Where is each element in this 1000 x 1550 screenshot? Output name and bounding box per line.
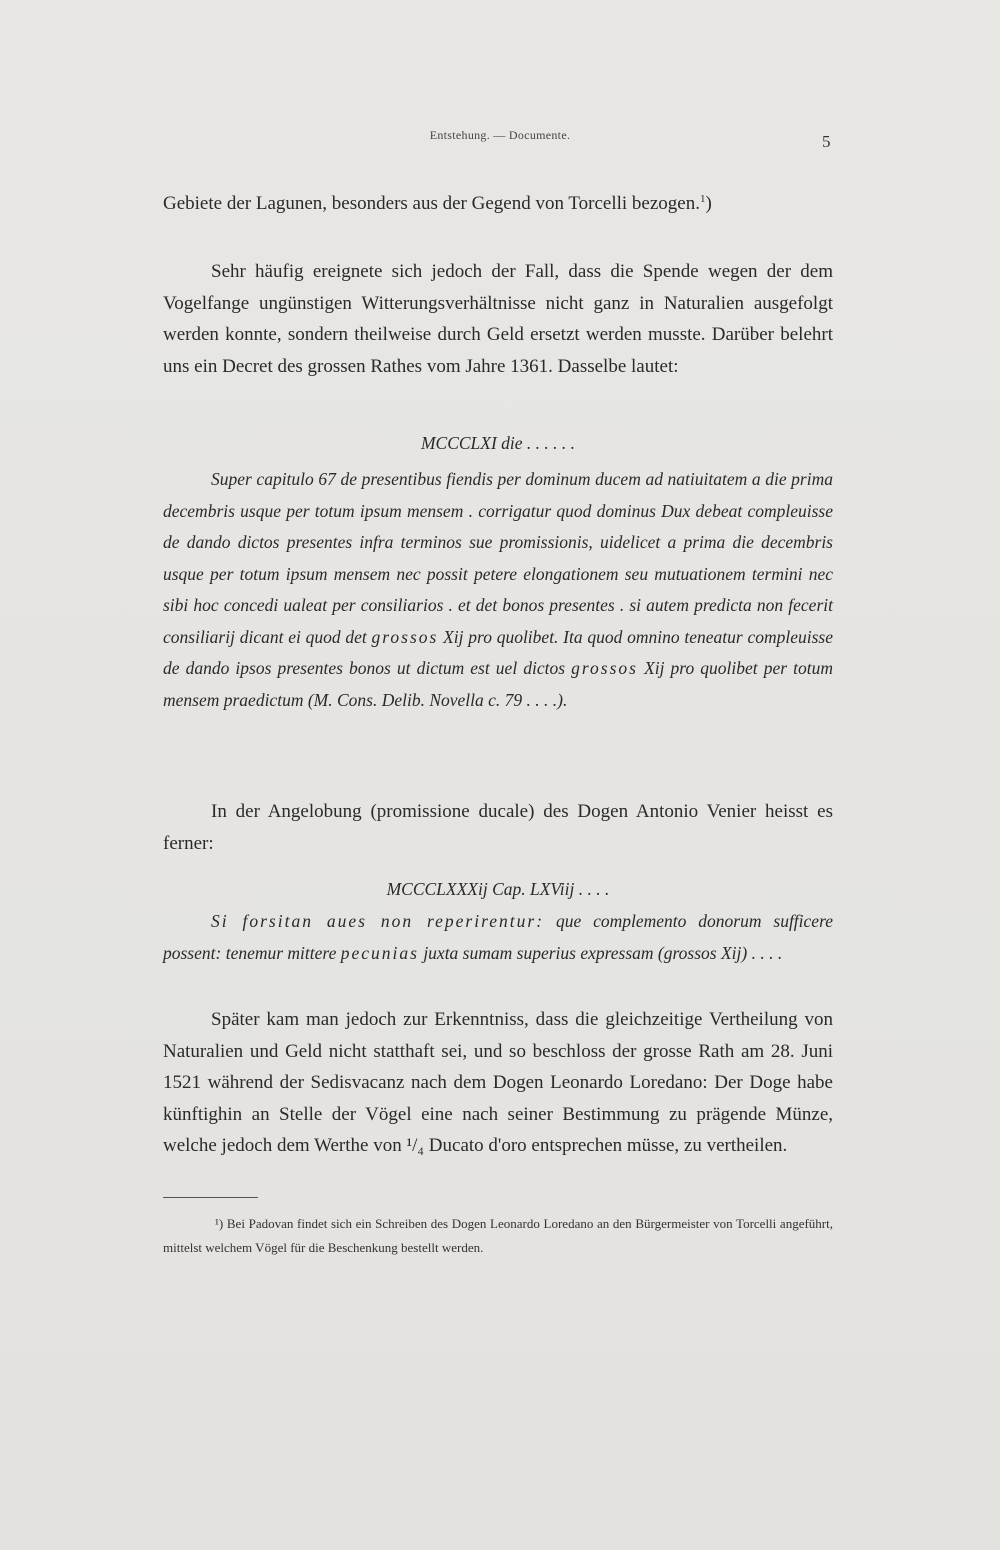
paragraph-2 [163, 256, 833, 382]
latin-decree-1-text-b: Xij pro quolibet. Ita quod omnino teneatur compleuisse de dando ipsos presentes bonos ut dictum est uel dictos [163, 626, 834, 678]
paragraph-3 [163, 796, 833, 859]
paragraph-1-text: Gebiete der Lagunen, besonders aus der Gegend von Torcelli bezogen. [163, 193, 700, 214]
paragraph-4-text: Später kam man jedoch zur Erkenntniss, dass die gleichzeitige Vertheilung von Naturalien und Geld nicht statthaft sei, und so beschloss der grosse Rath am 28. Juni 1521 während der Sedisvacanz nach dem Dogen Leonardo Loredano: Der Doge habe künftighin an Stelle der Vögel eine nach seiner Bestimmung zu prägende Münze, welche jedoch dem Werthe von ¹/₄ Ducato d'oro entsprechen müsse, zu vertheilen. [163, 1009, 833, 1156]
latin-decree-2-body [163, 906, 833, 969]
latin-decree-1-body [163, 464, 833, 716]
footnote-marker: ¹) [215, 1216, 224, 1231]
paragraph-3-text: In der Angelobung (promissione ducale) des Dogen Antonio Venier heisst es ferner: [163, 801, 833, 854]
latin-decree-2-text-b: juxta sumam superius expressam (grossos Xij) . . . . [423, 942, 783, 963]
latin-decree-2-heading: MCCCLXXXij Cap. LXViij . . . . [386, 879, 610, 899]
footnote-divider [163, 1197, 258, 1198]
paragraph-4 [163, 1004, 833, 1162]
latin-decree-1-heading: MCCCLXI die . . . . . . [420, 433, 576, 453]
paragraph-2-text: Sehr häufig ereignete sich jedoch der Fall, dass die Spende wegen der dem Vogelfange ungünstigen Witterungsverhältnisse nicht ganz in Naturalien ausgefolgt werden konnte, sondern theilweise durch Geld ersetzt werden musste. Darüber belehrt uns ein Decret des grossen Rathes vom Jahre 1361. Dasselbe lautet: [163, 261, 833, 377]
footnote-reference-close: ) [705, 193, 712, 214]
footnote-text: Bei Padovan findet sich ein Schreiben des Dogen Leonardo Loredano an den Bürgermeister von Torcelli angeführt, mittelst welchem Vögel für die Beschenkung bestellt werden. [163, 1216, 833, 1255]
latin-decree-1-grossos-2: grossos [571, 658, 638, 678]
latin-decree-1-text-c: Xij pro quolibet per totum mensem praedictum (M. Cons. Delib. Novella c. 79 . . . .). [163, 658, 833, 710]
latin-decree-1-grossos-1: grossos [371, 626, 439, 647]
footnote [163, 1212, 833, 1260]
latin-decree-2-spaced-1: Si forsitan aues non reperirentur: [211, 911, 545, 931]
paragraph-1 [163, 188, 833, 220]
latin-decree-1-text-a: Super capitulo 67 de presentibus fiendis per dominum ducem ad natiuitatem a die prima decembris usque per totum ipsum mensem . corrigatur quod dominus Dux debeat compleuisse de dando dictos presentes infra terminos sue promissionis, uidelicet a prima die decembris usque per totum ipsum mensem nec possit petere elongationem seu mutuationem termini nec sibi hoc concedi ualeat per consiliarios . et det bonos presentes . si autem predicta non fecerit consiliarij dicant ei quod det [163, 469, 833, 647]
latin-decree-2 [163, 874, 833, 906]
page-number: 5 [822, 132, 831, 151]
running-head: Entstehung. — Documente. [429, 128, 571, 142]
latin-decree-2-text-a: que complemento donorum sufficere possent: tenemur mittere [163, 911, 833, 963]
footnote-reference: 1 [699, 193, 706, 205]
latin-decree-2-pecunias: pecunias [340, 942, 419, 963]
latin-decree-1 [163, 428, 833, 460]
